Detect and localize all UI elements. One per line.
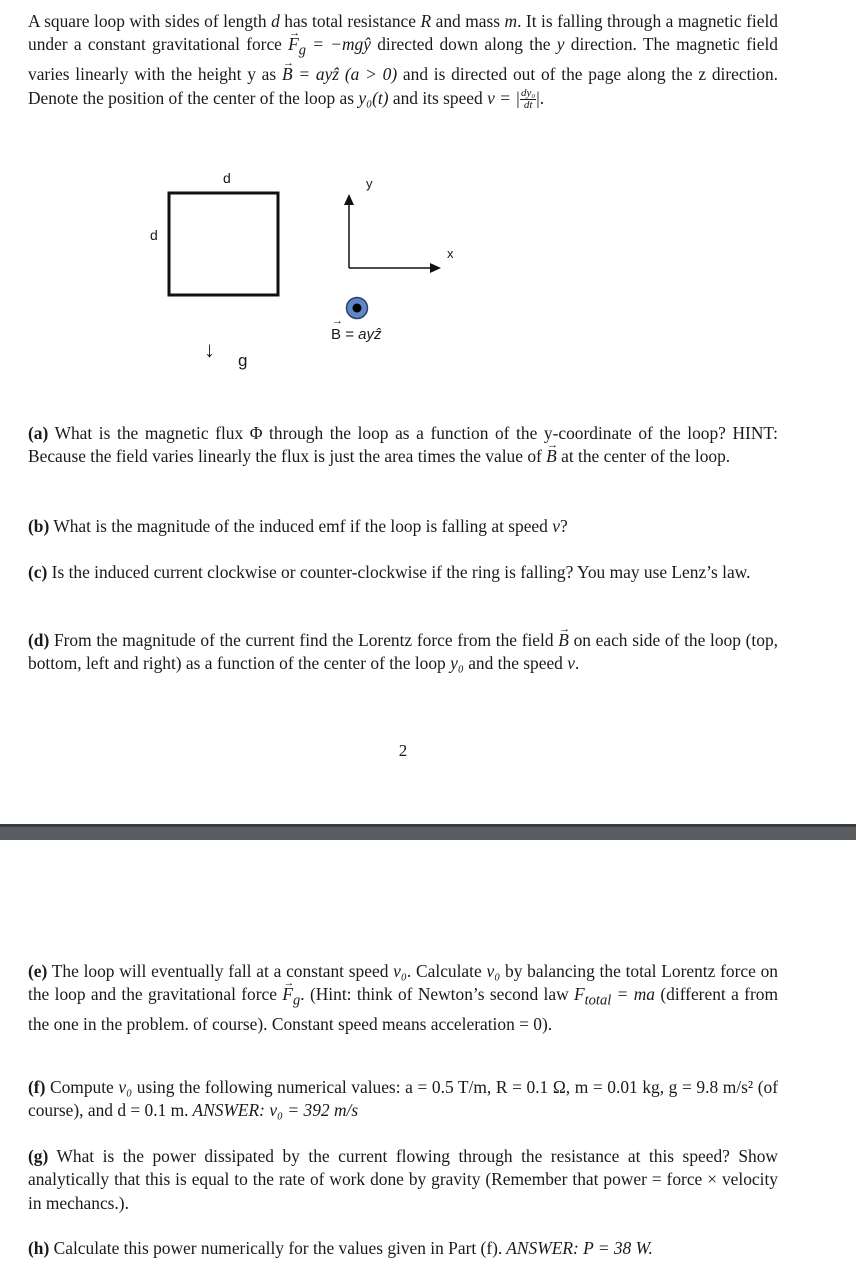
label-d-left: d — [150, 227, 158, 243]
question-c: (c) Is the induced current clockwise or counter-clockwise if the ring is falling? You may use Lenz’s law. — [28, 562, 751, 582]
question-b: (b) What is the magnitude of the induced emf if the loop is falling at speed v? — [28, 516, 568, 536]
page-number: 2 — [398, 741, 408, 760]
axis-x-label: x — [447, 246, 454, 261]
gravity-label: g — [238, 351, 248, 370]
label-d-top: d — [223, 170, 231, 186]
square-loop — [169, 193, 278, 295]
axis-y-label: y — [366, 176, 373, 191]
question-f: (f) Compute v₀ using the following numerical values: a = 0.5 T/m, R = 0.1 Ω, m = 0.01 kg, g = 9.8 m/s² (of course), and d = 0.1 m. ANSWER: v₀ = 392 m/s — [28, 1077, 778, 1121]
page-separator — [0, 824, 856, 840]
question-e: (e) The loop will eventually fall at a constant speed v₀. Calculate v₀ by balancing the total Lorentz force on the loop and the gravitational force → $F_g$. (Hint: think of Newton’s second law $F_{total}$ = ma (different a from the one in the problem. of course). Constant speed means acceleration = 0). — [28, 960, 778, 1037]
page-2 — [0, 840, 856, 1288]
field-label: → B = ayẑ — [331, 326, 381, 343]
gravity-arrow-icon: ↓ — [204, 337, 215, 362]
answer-h: ANSWER: P = 38 W. — [502, 1238, 653, 1258]
answer-f: ANSWER: v₀ = 392 m/s — [188, 1100, 359, 1121]
question-g: (g) What is the power dissipated by the current flowing through the resistance at this speed? Show analytically that this is equal to the rate of work done by gravity (Remember that power = force × velocity in mechancs.). — [28, 1146, 778, 1213]
x-axis-arrowhead — [430, 263, 441, 273]
question-d: (d) From the magnitude of the current find the Lorentz force from the field → B on each side of the loop (top, bottom, left and right) as a function of the center of the loop y₀ and the speed v. — [28, 629, 778, 676]
question-a: (a) What is the magnetic flux Φ through the loop as a function of the y-coordinate of the loop? HINT: Because the field varies linearly the flux is just the area times the value of → B at the center of the loop. — [28, 422, 778, 469]
y-axis-arrowhead — [344, 194, 354, 205]
question-h: (h) Calculate this power numerically for the values given in Part (f). ANSWER: P = 38 W. — [28, 1238, 653, 1258]
loop-diagram — [0, 0, 856, 400]
problem-intro: A square loop with sides of length d has total resistance R and mass m. It is falling through a magnetic field under a constant gravitational force → $F_g$ = −mgŷ directed down along the y direction. The magnetic field varies linearly with the height y as → B = ayẑ (a > 0) and is directed out of the page along the z direction. Denote the position of the center of the loop as y₀(t) and its speed v = | $\frac{\text{dy₀}}{dt}$ |. — [28, 10, 778, 111]
derivative-fraction: $\frac{\text{dy₀}}{dt}$ — [521, 87, 536, 112]
